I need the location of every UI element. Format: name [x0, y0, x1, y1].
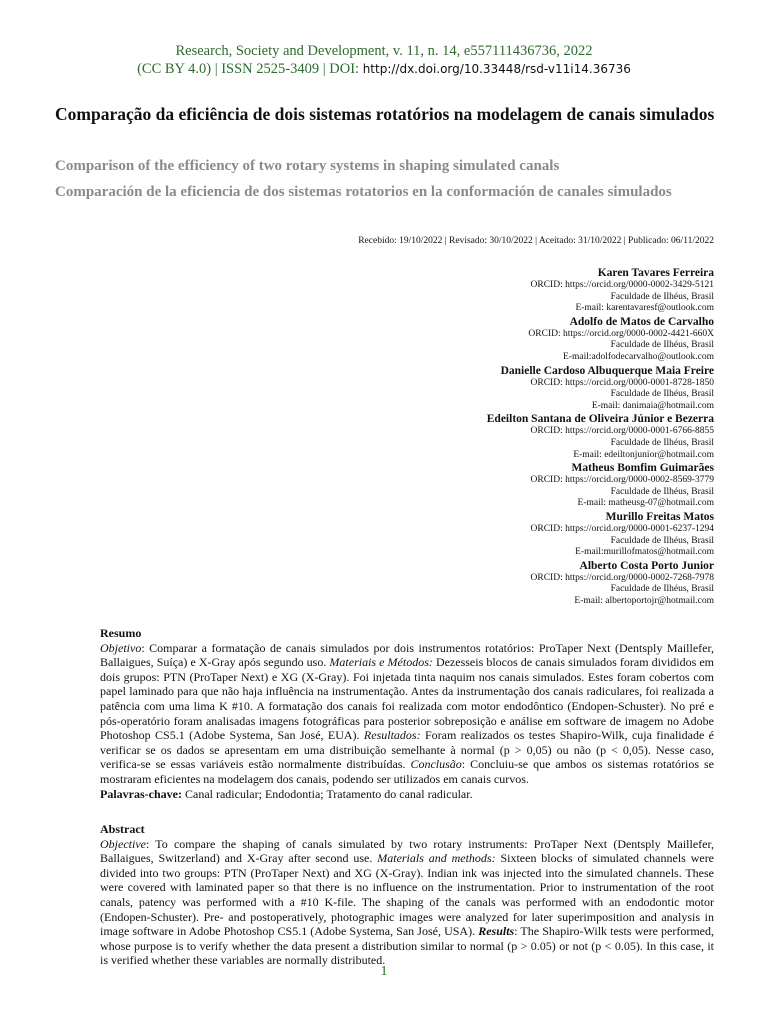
author-orcid[interactable]: ORCID: https://orcid.org/0000-0001-6766-8855	[530, 426, 714, 437]
resumo-heading: Resumo	[100, 626, 142, 640]
abstract-heading: Abstract	[100, 822, 145, 836]
license-issn-text: (CC BY 4.0) | ISSN 2525-3409 | DOI:	[137, 61, 363, 77]
author-email[interactable]: E-mail:murillofmatos@hotmail.com	[575, 547, 714, 558]
author-name: Murillo Freitas Matos	[605, 510, 714, 523]
author-list	[214, 266, 714, 607]
author-affiliation: Faculdade de Ilhéus, Brasil	[610, 584, 714, 595]
resumo-objective-label: Objetivo	[100, 640, 142, 655]
abstract-methods-label: Materials and methods:	[377, 851, 496, 866]
resumo-conclusion-label: Conclusão	[410, 757, 462, 772]
author-email[interactable]: E-mail: karentavaresf@outlook.com	[575, 303, 714, 314]
author-orcid[interactable]: ORCID: https://orcid.org/0000-0002-7268-7978	[530, 572, 714, 583]
article-title: Comparação da eficiência de dois sistemas rotatórios na modelagem de canais simulados	[55, 104, 715, 124]
author-block	[214, 510, 714, 559]
author-affiliation: Faculdade de Ilhéus, Brasil	[610, 389, 714, 400]
doi-link[interactable]: http://dx.doi.org/10.33448/rsd-v11i14.36736	[362, 62, 631, 76]
resumo-keywords	[100, 787, 714, 802]
author-orcid[interactable]: ORCID: https://orcid.org/0000-0001-6237-1294	[530, 523, 714, 534]
resumo-objective-text: : Comparar a formatação de canais simulados por dois instrumentos rotatórios: ProTaper Next (Dentsply Maillefer, Ballaigues, Suíça) e X-Gray após segundo uso.	[100, 640, 714, 670]
author-affiliation: Faculdade de Ilhéus, Brasil	[610, 486, 714, 497]
author-email[interactable]: E-mail: danimaia@hotmail.com	[591, 400, 714, 411]
resumo-results-text: Foram realizados os testes Shapiro-Wilk, cuja finalidade é verificar se os dados se apresentam em uma distribuição semelhante à normal (p > 0,05) ou não (p < 0,05). Nesse caso, verifica-se se essas variáveis estão normalmente distribuídas.	[100, 728, 714, 772]
abstract-methods-text: Sixteen blocks of simulated channels were divided into two groups: PTN (ProTaper Next) and XG (X-Gray). Indian ink was injected into the simulated channels. These were covered with laminated paper so that there is no influence on the instrumentation. Prior to instrumentation of the root canals, patency was performed with a #10 K-file. The shaping of the canals was performed with an endodontic motor (Endopen-Schuster). Pre- and postoperatively, photographic images were analyzed for later superimposition and analysis in image software in Adobe Photoshop CS5.1 (Adobe Systema, San José, USA).	[100, 851, 715, 939]
abstract-objective-text: : To compare the shaping of canals simulated by two rotary instruments: ProTaper Next (Dentsply Maillefer, Ballaigues, Switzerland) and X-Gray after second use.	[100, 836, 714, 866]
author-name: Matheus Bomfim Guimarães	[571, 462, 714, 475]
author-name: Alberto Costa Porto Junior	[579, 559, 714, 572]
resumo-body	[100, 641, 714, 787]
author-email[interactable]: E-mail: matheusg-07@hotmail.com	[577, 498, 714, 509]
author-block	[214, 315, 714, 364]
author-email[interactable]: E-mail:adolfodecarvalho@outlook.com	[563, 351, 714, 362]
author-orcid[interactable]: ORCID: https://orcid.org/0000-0002-8569-3779	[530, 475, 714, 486]
author-email[interactable]: E-mail: edeiltonjunior@hotmail.com	[573, 449, 714, 460]
resumo-results-label: Resultados:	[363, 728, 421, 743]
author-name: Karen Tavares Ferreira	[597, 267, 714, 279]
abstract-results-text: : The Shapiro-Wilk tests were performed, whose purpose is to verify whether the data present a distribution similar to normal (p > 0.05) or not (p < 0.05). In this case, it is verified whether these variables are normally distributed.	[100, 924, 714, 968]
abstract-objective-label: Objective	[100, 836, 146, 851]
author-affiliation: Faculdade de Ilhéus, Brasil	[610, 291, 714, 302]
author-affiliation: Faculdade de Ilhéus, Brasil	[610, 437, 714, 448]
resumo-section	[100, 626, 714, 801]
author-name: Danielle Cardoso Albuquerque Maia Freire	[500, 364, 714, 377]
abstract-section	[100, 822, 714, 968]
author-block	[214, 412, 714, 461]
abstract-results-label: Results	[478, 924, 515, 939]
journal-citation: Research, Society and Development, v. 11, n. 14, e557111436736, 2022	[175, 43, 593, 59]
author-orcid[interactable]: ORCID: https://orcid.org/0000-0002-3429-5121	[530, 280, 714, 290]
page-number: 1	[380, 964, 388, 979]
keywords-label: Palavras-chave:	[100, 786, 182, 801]
author-orcid[interactable]: ORCID: https://orcid.org/0000-0002-4421-660X	[528, 328, 714, 339]
author-email[interactable]: E-mail: albertoportojr@hotmail.com	[574, 595, 714, 606]
journal-license-line	[0, 60, 768, 78]
author-name: Edeilton Santana de Oliveira Júnior e Bezerra	[486, 413, 714, 426]
article-title-english: Comparison of the efficiency of two rotary systems in shaping simulated canals	[55, 158, 560, 174]
journal-header	[0, 42, 768, 78]
author-block	[214, 461, 714, 510]
keywords-text: Canal radicular; Endodontia; Tratamento do canal radicular.	[181, 786, 473, 801]
resumo-conclusion-text: : Concluiu-se que ambos os sistemas rotatórios se mostraram eficientes na modelagem dos canais, podendo ser utilizados em canais curvos.	[100, 757, 714, 786]
author-affiliation: Faculdade de Ilhéus, Brasil	[610, 340, 714, 351]
resumo-methods-text: Dezesseis blocos de canais simulados foram divididos em dois grupos: PTN (ProTaper Next) e XG (X-Gray). Foi injetada tinta naquim nos canais simulados. Estes foram cobertos com papel laminado para que não haja influência na instrumentação. Antes da instrumentação dos canais radiculares, foi realizada a patência com uma lima K #10. A formatação dos canais foi realizada com motor endodôntico (Endopen-Schuster). No pré e pós-operatório foram analisadas imagens fotográficas para posterior sobreposição e análise em software de imagem no Adobe Photoshop CS5.1 (Adobe Systema, San José, EUA).	[100, 655, 715, 743]
abstract-body	[100, 837, 714, 968]
publication-dates: Recebido: 19/10/2022 | Revisado: 30/10/2022 | Aceitado: 31/10/2022 | Publicado: 06/11/2022	[358, 236, 714, 246]
author-block	[214, 559, 714, 608]
author-orcid[interactable]: ORCID: https://orcid.org/0000-0001-8728-1850	[530, 377, 714, 388]
author-block	[214, 364, 714, 413]
author-affiliation: Faculdade de Ilhéus, Brasil	[610, 535, 714, 546]
author-block	[214, 266, 714, 315]
author-name: Adolfo de Matos de Carvalho	[569, 315, 714, 328]
article-title-spanish: Comparación de la eficiencia de dos sistemas rotatorios en la conformación de canales simulados	[55, 184, 672, 200]
resumo-methods-label: Materiais e Métodos:	[329, 655, 433, 670]
